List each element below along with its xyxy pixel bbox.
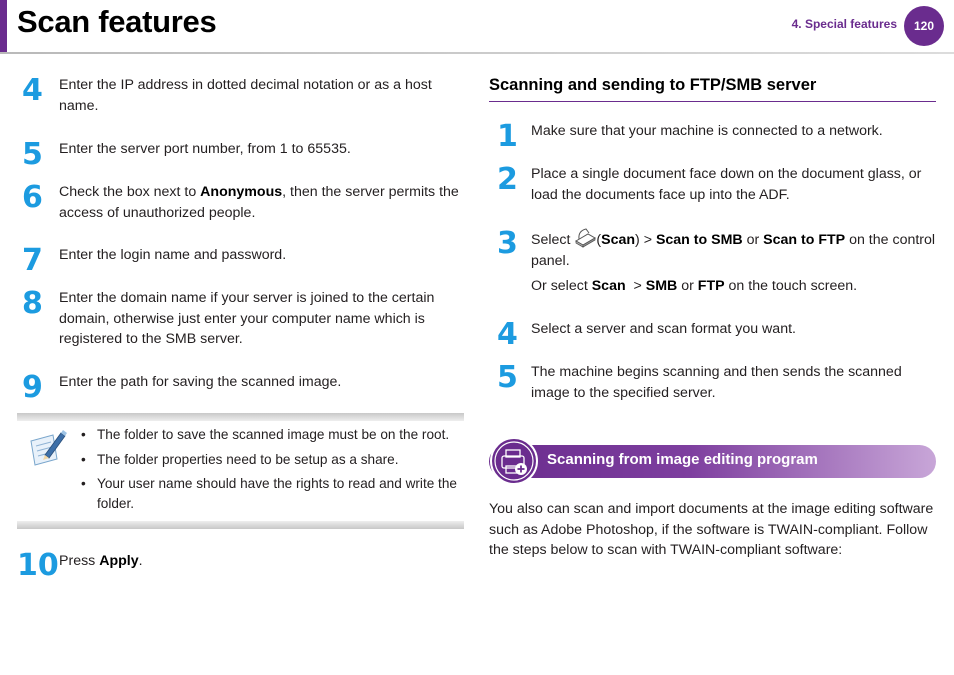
header-accent-bar <box>0 0 7 52</box>
note-item: • The folder properties need to be setup as a share. <box>81 451 399 467</box>
note-top-border <box>17 413 464 421</box>
header-divider <box>0 52 954 54</box>
note-pencil-icon <box>27 427 69 467</box>
step-text: Check the box next to Anonymous, then the server permits the access of unauthorized people. <box>59 184 459 221</box>
body-paragraph: You also can scan and import documents at the image editing software such as Adobe Photoshop, if the software is TWAIN-compliant. Follow the steps below to scan with TWAIN-compliant software: <box>489 501 934 558</box>
step-text: Enter the IP address in dotted decimal notation or as a host name. <box>59 77 432 114</box>
step-number: 5 <box>497 360 518 395</box>
step-text: Enter the server port number, from 1 to 65535. <box>59 141 351 157</box>
page-number: 120 <box>913 19 935 33</box>
step-number: 1 <box>497 119 518 154</box>
page-number-badge <box>904 6 944 46</box>
anonymous-label: Anonymous <box>200 184 283 200</box>
note-box <box>17 413 464 529</box>
step-number: 7 <box>22 243 43 278</box>
step-alt-text: Or select Scan > SMB or FTP on the touch screen. <box>531 278 858 294</box>
note-item: • Your user name should have the rights to read and write the folder. <box>81 476 457 511</box>
step-text: Press Apply. <box>59 553 143 569</box>
chapter-label: 4. Special features <box>791 17 897 31</box>
step-number: 3 <box>497 226 518 261</box>
apply-label: Apply <box>99 553 139 569</box>
step-text: The machine begins scanning and then sends the scanned image to the specified server. <box>531 364 902 401</box>
step-text: Enter the login name and password. <box>59 247 287 263</box>
section-divider <box>489 101 936 102</box>
note-bottom-border <box>17 521 464 529</box>
step-text: Select a server and scan format you want. <box>531 321 796 337</box>
step-number: 5 <box>22 137 43 172</box>
page-title: Scan features <box>17 4 217 39</box>
step-number: 10 <box>17 548 59 583</box>
step-text: Select (Scan) > Scan to SMB or Scan to FTP on the control panel. <box>531 228 941 271</box>
step-number: 8 <box>22 286 43 321</box>
step-number: 4 <box>497 317 518 352</box>
note-item: • The folder to save the scanned image must be on the root. <box>81 427 450 442</box>
step-text: Enter the path for saving the scanned image. <box>59 374 342 390</box>
scanner-icon <box>574 228 596 248</box>
step-number: 2 <box>497 162 518 197</box>
step-number: 9 <box>22 370 43 405</box>
step-text: Make sure that your machine is connected to a network. <box>531 123 883 139</box>
step-text: Place a single document face down on the document glass, or load the documents face up into the ADF. <box>531 166 922 203</box>
step-number: 4 <box>22 73 43 108</box>
note-list <box>81 425 466 518</box>
scanner-printer-icon <box>490 437 538 485</box>
section-heading: Scanning and sending to FTP/SMB server <box>489 76 817 94</box>
banner-title: Scanning from image editing program <box>547 451 818 468</box>
step-text: Enter the domain name if your server is joined to the certain domain, otherwise just enter your computer name which is registered to the SMB server. <box>59 290 435 347</box>
step-number: 6 <box>22 180 43 215</box>
